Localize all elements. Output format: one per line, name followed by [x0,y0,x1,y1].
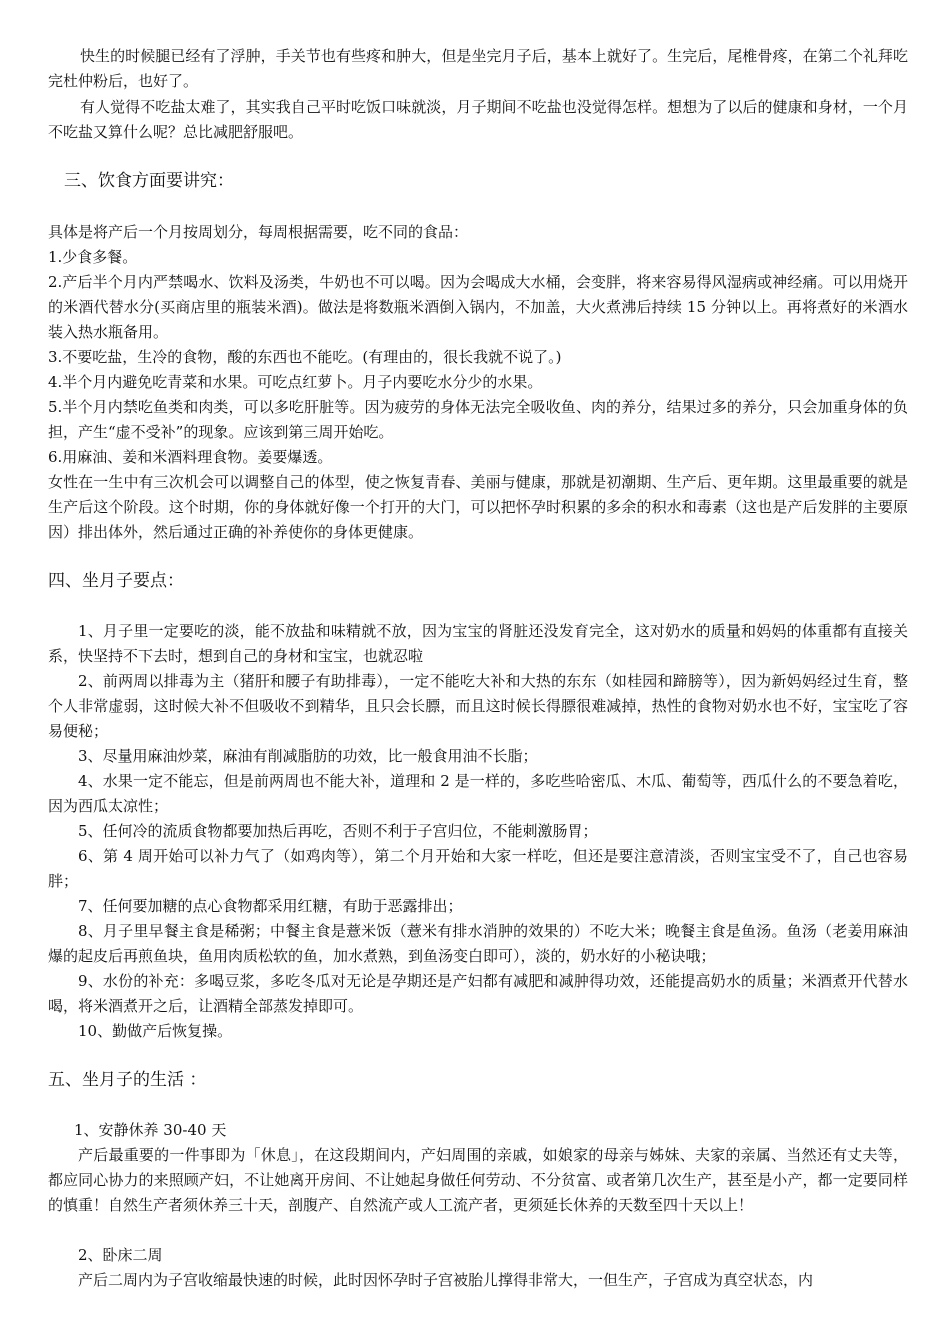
section-4-item-4: 4、水果一定不能忘，但是前两周也不能大补，道理和 2 是一样的，多吃些哈密瓜、木瓜、葡萄等，西瓜什么的不要急着吃，因为西瓜太凉性； [48,772,908,815]
section-4-item-8: 8、月子里早餐主食是稀粥；中餐主食是薏米饭（薏米有排水消肿的效果的）不吃大米；晚餐主食是鱼汤。鱼汤（老姜用麻油爆的起皮后再煎鱼块，鱼用肉质松软的鱼，加水煮熟，到鱼汤变白即可），淡的，奶水好的小秘诀哦； [48,922,908,965]
section-3-item-2: 2.产后半个月内严禁喝水、饮料及汤类，牛奶也不可以喝。因为会喝成大水桶，会变胖，将来容易得风湿病或神经痛。可以用烧开的米酒代替水分(买商店里的瓶装米酒)。做法是将数瓶米酒倒入锅内，不加盖，大火煮沸后持续 15 分钟以上。再将煮好的米酒水装入热水瓶备用。 [48,273,908,341]
section-4-item-9: 9、水份的补充：多喝豆浆，多吃冬瓜对无论是孕期还是产妇都有减肥和减肿得功效，还能提高奶水的质量；米酒煮开代替水喝，将米酒煮开之后，让酒精全部蒸发掉即可。 [48,972,908,1015]
section-4-item-10: 10、勤做产后恢复操。 [78,1022,233,1040]
section-4-item-6: 6、第 4 周开始可以补力气了（如鸡肉等），第二个月开始和大家一样吃，但还是要注意清淡，否则宝宝受不了，自己也容易胖； [48,847,908,890]
section-3-item-4: 4.半个月内避免吃青菜和水果。可吃点红萝卜。月子内要吃水分少的水果。 [48,373,543,391]
intro-paragraph-2: 有人觉得不吃盐太难了，其实我自己平时吃饭口味就淡，月子期间不吃盐也没觉得怎样。想想为了以后的健康和身材，一个月不吃盐又算什么呢？总比减肥舒服吧。 [48,98,908,141]
section-4-heading: 四、坐月子要点： [48,571,184,591]
section-4-item-1: 1、月子里一定要吃的淡，能不放盐和味精就不放，因为宝宝的肾脏还没发育完全，这对奶水的质量和妈妈的体重都有直接关系，快坚持不下去时，想到自己的身材和宝宝，也就忍啦 [48,622,908,665]
intro-paragraph-1: 快生的时候腿已经有了浮肿，手关节也有些疼和肿大，但是坐完月子后，基本上就好了。生完后，尾椎骨疼，在第二个礼拜吃完杜仲粉后，也好了。 [48,47,908,90]
section-3-item-1: 1.少食多餐。 [48,248,138,266]
section-5-sub-2-body: 产后二周内为子宫收缩最快速的时候，此时因怀孕时子宫被胎儿撑得非常大，一但生产，子宫成为真空状态，内 [78,1271,814,1289]
section-5-sub-1-title: 1、安静休养 30-40 天 [74,1121,227,1139]
section-3-item-5: 5.半个月内禁吃鱼类和肉类，可以多吃肝脏等。因为疲劳的身体无法完全吸收鱼、肉的养分，结果过多的养分，只会加重身体的负担，产生“虚不受补”的现象。应该到第三周开始吃。 [48,398,908,441]
section-5-heading: 五、坐月子的生活 ： [48,1070,207,1090]
section-3-lead: 具体是将产后一个月按周划分，每周根据需要，吃不同的食品： [48,223,469,241]
section-5-sub-1-body: 产后最重要的一件事即为「休息」，在这段期间内，产妇周围的亲戚，如娘家的母亲与姊妹、夫家的亲属、当然还有丈夫等，都应同心协力的来照顾产妇，不让她离开房间、不让她起身做任何劳动、不分贫富、或者第几次生产，甚至是小产，都一定要同样的慎重！自然生产者须休养三十天，剖腹产、自然流产或人工流产者，更须延长休养的天数至四十天以上！ [48,1146,908,1214]
section-3-heading: 三、饮食方面要讲究： [64,171,234,191]
section-3-item-6: 6.用麻油、姜和米酒料理食物。姜要爆透。 [48,448,333,466]
section-4-item-5: 5、任何冷的流质食物都要加热后再吃，否则不利于子宫归位，不能刺激肠胃； [78,822,598,840]
section-4-item-2: 2、前两周以排毒为主（猪肝和腰子有助排毒），一定不能吃大补和大热的东东（如桂园和蹄膀等），因为新妈妈经过生育，整个人非常虚弱，这时候大补不但吸收不到精华，且只会长膘，而且这时候长得膘很难减掉，热性的食物对奶水也不好，宝宝吃了容易便秘； [48,672,908,740]
section-4-item-3: 3、尽量用麻油炒菜，麻油有削减脂肪的功效，比一般食用油不长脂； [78,747,538,765]
section-3-item-3: 3.不要吃盐，生冷的食物，酸的东西也不能吃。(有理由的，很长我就不说了。) [48,348,562,366]
section-5-sub-2-title: 2、卧床二周 [78,1246,163,1264]
section-4-item-7: 7、任何要加糖的点心食物都采用红糖，有助于恶露排出； [78,897,463,915]
section-3-closing: 女性在一生中有三次机会可以调整自己的体型，使之恢复青春、美丽与健康，那就是初潮期、生产后、更年期。这里最重要的就是生产后这个阶段。这个时期，你的身体就好像一个打开的大门，可以把怀孕时积累的多余的积水和毒素（这也是产后发胖的主要原因）排出体外，然后通过正确的补养使你的身体更健康。 [48,473,908,541]
